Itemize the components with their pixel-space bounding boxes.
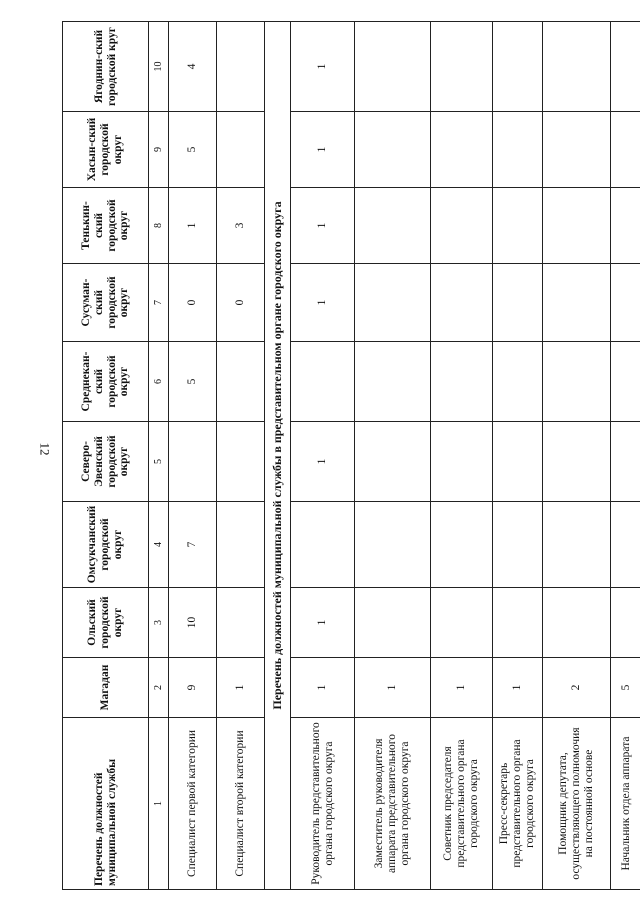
value-cell <box>431 188 493 264</box>
value-cell <box>355 422 431 502</box>
header-cell-yagodninsky: Ягоднин-ский городской круг <box>63 22 149 112</box>
value-cell: 10 <box>169 588 217 658</box>
value-cell <box>431 112 493 188</box>
value-cell: 1 <box>291 264 355 342</box>
value-cell <box>431 342 493 422</box>
value-cell <box>217 588 265 658</box>
value-cell: 1 <box>291 112 355 188</box>
section-title-row <box>265 22 291 890</box>
value-cell: 1 <box>291 422 355 502</box>
value-cell <box>431 502 493 588</box>
table-row <box>355 22 431 890</box>
position-name-cell: Пресс-секретарь представительного органа городского округа <box>493 718 543 890</box>
value-cell <box>431 422 493 502</box>
value-cell <box>611 422 640 502</box>
value-cell <box>543 188 611 264</box>
column-number: 5 <box>149 422 169 502</box>
value-cell <box>543 502 611 588</box>
page-number: 12 <box>37 442 53 456</box>
value-cell <box>355 264 431 342</box>
value-cell <box>355 588 431 658</box>
value-cell <box>543 22 611 112</box>
value-cell: 1 <box>493 658 543 718</box>
value-cell: 1 <box>217 658 265 718</box>
header-cell-khasynsky: Хасын-ский городской округ <box>63 112 149 188</box>
value-cell <box>493 112 543 188</box>
value-cell <box>611 502 640 588</box>
value-cell: 1 <box>169 188 217 264</box>
rotated-table-container <box>62 22 633 890</box>
column-number: 6 <box>149 342 169 422</box>
value-cell <box>431 588 493 658</box>
value-cell <box>217 112 265 188</box>
value-cell: 1 <box>291 188 355 264</box>
value-cell <box>355 188 431 264</box>
position-name-cell: Начальник отдела аппарата <box>611 718 640 890</box>
table-row <box>431 22 493 890</box>
column-number: 8 <box>149 188 169 264</box>
value-cell: 3 <box>217 188 265 264</box>
column-number-row <box>149 22 169 890</box>
value-cell <box>611 112 640 188</box>
header-cell-magadan: Магадан <box>63 658 149 718</box>
header-cell-omsukchansky: Омсукчанский городской округ <box>63 502 149 588</box>
value-cell <box>543 342 611 422</box>
table-row <box>291 22 355 890</box>
position-name-cell: Руководитель представительного органа городского округа <box>291 718 355 890</box>
column-number: 4 <box>149 502 169 588</box>
value-cell <box>493 588 543 658</box>
value-cell <box>217 342 265 422</box>
value-cell <box>493 264 543 342</box>
value-cell <box>291 502 355 588</box>
header-cell-srednekansky: Среднекан-ский городской округ <box>63 342 149 422</box>
value-cell: 7 <box>169 502 217 588</box>
value-cell <box>493 342 543 422</box>
value-cell <box>611 22 640 112</box>
header-cell-tenkinsky: Тенькин-ский городской округ <box>63 188 149 264</box>
value-cell: 0 <box>217 264 265 342</box>
value-cell <box>431 22 493 112</box>
column-number: 1 <box>149 718 169 890</box>
table-row <box>217 22 265 890</box>
position-name-cell: Помощник депутата, осуществляющего полномочия на постоянной основе <box>543 718 611 890</box>
value-cell <box>611 188 640 264</box>
value-cell: 1 <box>291 22 355 112</box>
value-cell <box>543 422 611 502</box>
table-row <box>611 22 640 890</box>
value-cell <box>543 264 611 342</box>
value-cell: 9 <box>169 658 217 718</box>
value-cell: 5 <box>169 112 217 188</box>
value-cell <box>611 264 640 342</box>
positions-table <box>62 21 640 890</box>
table-row <box>169 22 217 890</box>
column-number: 10 <box>149 22 169 112</box>
position-name-cell: Советник председателя представительного органа городского округа <box>431 718 493 890</box>
value-cell <box>355 342 431 422</box>
position-name-cell: Заместитель руководителя аппарата представительного органа городского округа <box>355 718 431 890</box>
value-cell <box>217 22 265 112</box>
value-cell <box>291 342 355 422</box>
value-cell <box>611 342 640 422</box>
value-cell: 0 <box>169 264 217 342</box>
value-cell <box>355 22 431 112</box>
value-cell <box>355 502 431 588</box>
header-cell-positions: Перечень должностей муниципальной службы <box>63 718 149 890</box>
value-cell: 1 <box>355 658 431 718</box>
header-cell-susumansky: Сусуман-ский городской округ <box>63 264 149 342</box>
header-cell-severo-evensky: Северо-Эвенский городской округ <box>63 422 149 502</box>
column-number: 9 <box>149 112 169 188</box>
value-cell <box>217 502 265 588</box>
section-title: Перечень должностей муниципальной службы в представительном органе городского округа <box>265 22 291 890</box>
value-cell: 1 <box>431 658 493 718</box>
header-cell-olsky: Ольский городской округ <box>63 588 149 658</box>
position-name-cell: Специалист второй категории <box>217 718 265 890</box>
value-cell <box>543 588 611 658</box>
value-cell: 4 <box>169 22 217 112</box>
column-number: 2 <box>149 658 169 718</box>
value-cell: 1 <box>291 588 355 658</box>
value-cell <box>493 422 543 502</box>
column-number: 7 <box>149 264 169 342</box>
table-row <box>493 22 543 890</box>
column-number: 3 <box>149 588 169 658</box>
value-cell <box>217 422 265 502</box>
value-cell: 5 <box>169 342 217 422</box>
value-cell <box>431 264 493 342</box>
value-cell <box>355 112 431 188</box>
value-cell <box>543 112 611 188</box>
value-cell <box>493 502 543 588</box>
header-row <box>63 22 149 890</box>
value-cell <box>493 22 543 112</box>
position-name-cell: Специалист первой категории <box>169 718 217 890</box>
table-row <box>543 22 611 890</box>
value-cell <box>493 188 543 264</box>
value-cell: 1 <box>291 658 355 718</box>
value-cell <box>169 422 217 502</box>
value-cell <box>611 588 640 658</box>
value-cell: 2 <box>543 658 611 718</box>
value-cell: 5 <box>611 658 640 718</box>
